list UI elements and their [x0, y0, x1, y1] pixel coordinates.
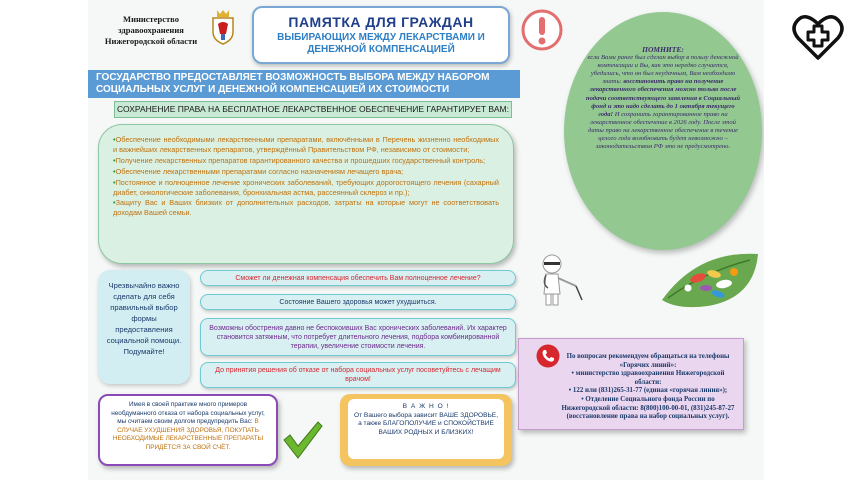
checkmark-icon	[280, 418, 324, 462]
heart-plus-icon	[792, 12, 844, 62]
question-box: Сможет ли денежная компенсация обеспечить Вам полноценное лечение?	[200, 270, 516, 286]
warning-accent-text: В СЛУЧАЕ УХУДШЕНИЯ ЗДОРОВЬЯ, ПОКУПАТЬ НЕОБХОДИМЫЕ ЛЕКАРСТВЕННЫЕ ПРЕПАРАТЫ ПРИДЁТСЯ ЗА СВОЙ СЧЁТ.	[112, 418, 264, 451]
question-box: До принятия решения об отказе от набора социальных услуг посоветуйтесь с лечащим врачом!	[200, 362, 516, 388]
main-banner: ГОСУДАРСТВО ПРЕДОСТАВЛЯЕТ ВОЗМОЖНОСТЬ ВЫБОРА МЕЖДУ НАБОРОМ СОЦИАЛЬНЫХ УСЛУГ И ДЕНЕЖНОЙ КОМПЕНСАЦИЕЙ ИХ СТОИМОСТИ	[88, 70, 520, 98]
question-box: Возможны обострения давно не беспокоивших Вас хронических заболеваний. Их характер становится затяжным, что потребует длительного лечения, подбора комбинированной терапии, увеличение стоимости лечения.	[200, 318, 516, 356]
coat-of-arms-icon	[208, 8, 238, 46]
question-box: Состояние Вашего здоровья может ухудшиться.	[200, 294, 516, 310]
important-box	[340, 394, 512, 466]
list-item: •Обеспечение необходимыми лекарственными препаратами, включёнными в Перечень жизненно необходимых и важнейших лекарственных препаратов, утверждённый Правительством РФ, независимо от стоимости;	[113, 135, 499, 154]
doctor-figure-icon	[532, 252, 586, 308]
guarantee-subheading: СОХРАНЕНИЕ ПРАВА НА БЕСПЛАТНОЕ ЛЕКАРСТВЕННОЕ ОБЕСПЕЧЕНИЕ ГАРАНТИРУЕТ ВАМ:	[114, 101, 512, 118]
important-heading: В А Ж Н О !	[402, 403, 450, 410]
warning-box	[98, 394, 278, 466]
title-box	[252, 6, 510, 64]
important-inner	[348, 399, 504, 459]
important-text: От Вашего выбора зависит ВАШЕ ЗДОРОВЬЕ, а также БЛАГОПОЛУЧИЕ и СПОКОЙСТВИЕ ВАШИХ РОДНЫХ И БЛИЗКИХ!	[353, 411, 499, 436]
page-title: ПАМЯТКА ДЛЯ ГРАЖДАН	[288, 14, 474, 30]
hotline-heading: По вопросам рекомендуем обращаться на телефоны «Горячих линий»:	[566, 353, 730, 369]
hotline-line: • Отделение Социального фонда России по Нижегородской области: 8(800)100-00-01, (831)245-87-27 (восстановление права на набор социальных услуг).	[561, 395, 735, 421]
remember-paragraph-3: И сохранить гарантированное право на лекарственное обеспечение в 2026 году. После этой даты право на лекарственное обеспечение в течение целого года возобновить будет невозможно – законодательством РФ это не предусмотрено.	[587, 110, 739, 151]
list-item: •Получение лекарственных препаратов гарантированного качества и прошедших государственный контроль;	[113, 155, 486, 165]
pills-image-icon	[658, 248, 762, 310]
remember-paragraph-2: восстановить право на получение лекарственного обеспечения можно только после подачи соответствующего заявления в Социальный фонд и это надо сделать до 1 октября текущего года!	[585, 78, 741, 118]
ministry-name: Министерство здравоохранения Нижегородской области	[104, 14, 198, 46]
guarantee-list	[98, 124, 514, 264]
poster	[88, 0, 764, 480]
phone-icon	[536, 344, 560, 368]
list-item: •Защиту Вас и Ваших близких от дополнительных расходов, затраты на которые могут не соответствовать доходам Вашей семьи.	[113, 198, 499, 218]
list-item: •Постоянное и полноценное лечение хронических заболеваний, требующих дорогостоящего лечения (сахарный диабет, онкологические заболевания, бронхиальная астма, рассеянный склероз и пр.);	[113, 177, 499, 197]
hotline-line: • 122 или (831)265-31-77 (единая «горячая линия»);	[568, 387, 728, 395]
remember-heading: ПОМНИТЕ:	[642, 45, 684, 54]
choice-advice-bubble: Чрезвычайно важно сделать для себя правильный выбор формы предоставления социальной помощи. Подумайте!	[98, 270, 190, 384]
exclamation-icon	[520, 8, 564, 52]
remember-text	[584, 46, 742, 151]
list-item: •Обеспечение лекарственными препаратами согласно назначениям лечащего врача;	[113, 166, 404, 176]
hotline-line: • министерство здравоохранения Нижегородской области:	[571, 370, 725, 386]
page-subtitle: ВЫБИРАЮЩИХ МЕЖДУ ЛЕКАРСТВАМИ И ДЕНЕЖНОЙ КОМПЕНСАЦИЕЙ	[277, 32, 485, 55]
remember-paragraph-1: если Вами ранее был сделан выбор в пользу денежной компенсации и Вы, как это нередко случается, убедились, что он был неудачным, Вам необходимо знать:	[587, 54, 739, 86]
warning-text: Имея в своей практике много примеров необдуманного отказа от набора социальных услуг, мы считаем своим долгом предупредить Вас:	[111, 401, 265, 425]
